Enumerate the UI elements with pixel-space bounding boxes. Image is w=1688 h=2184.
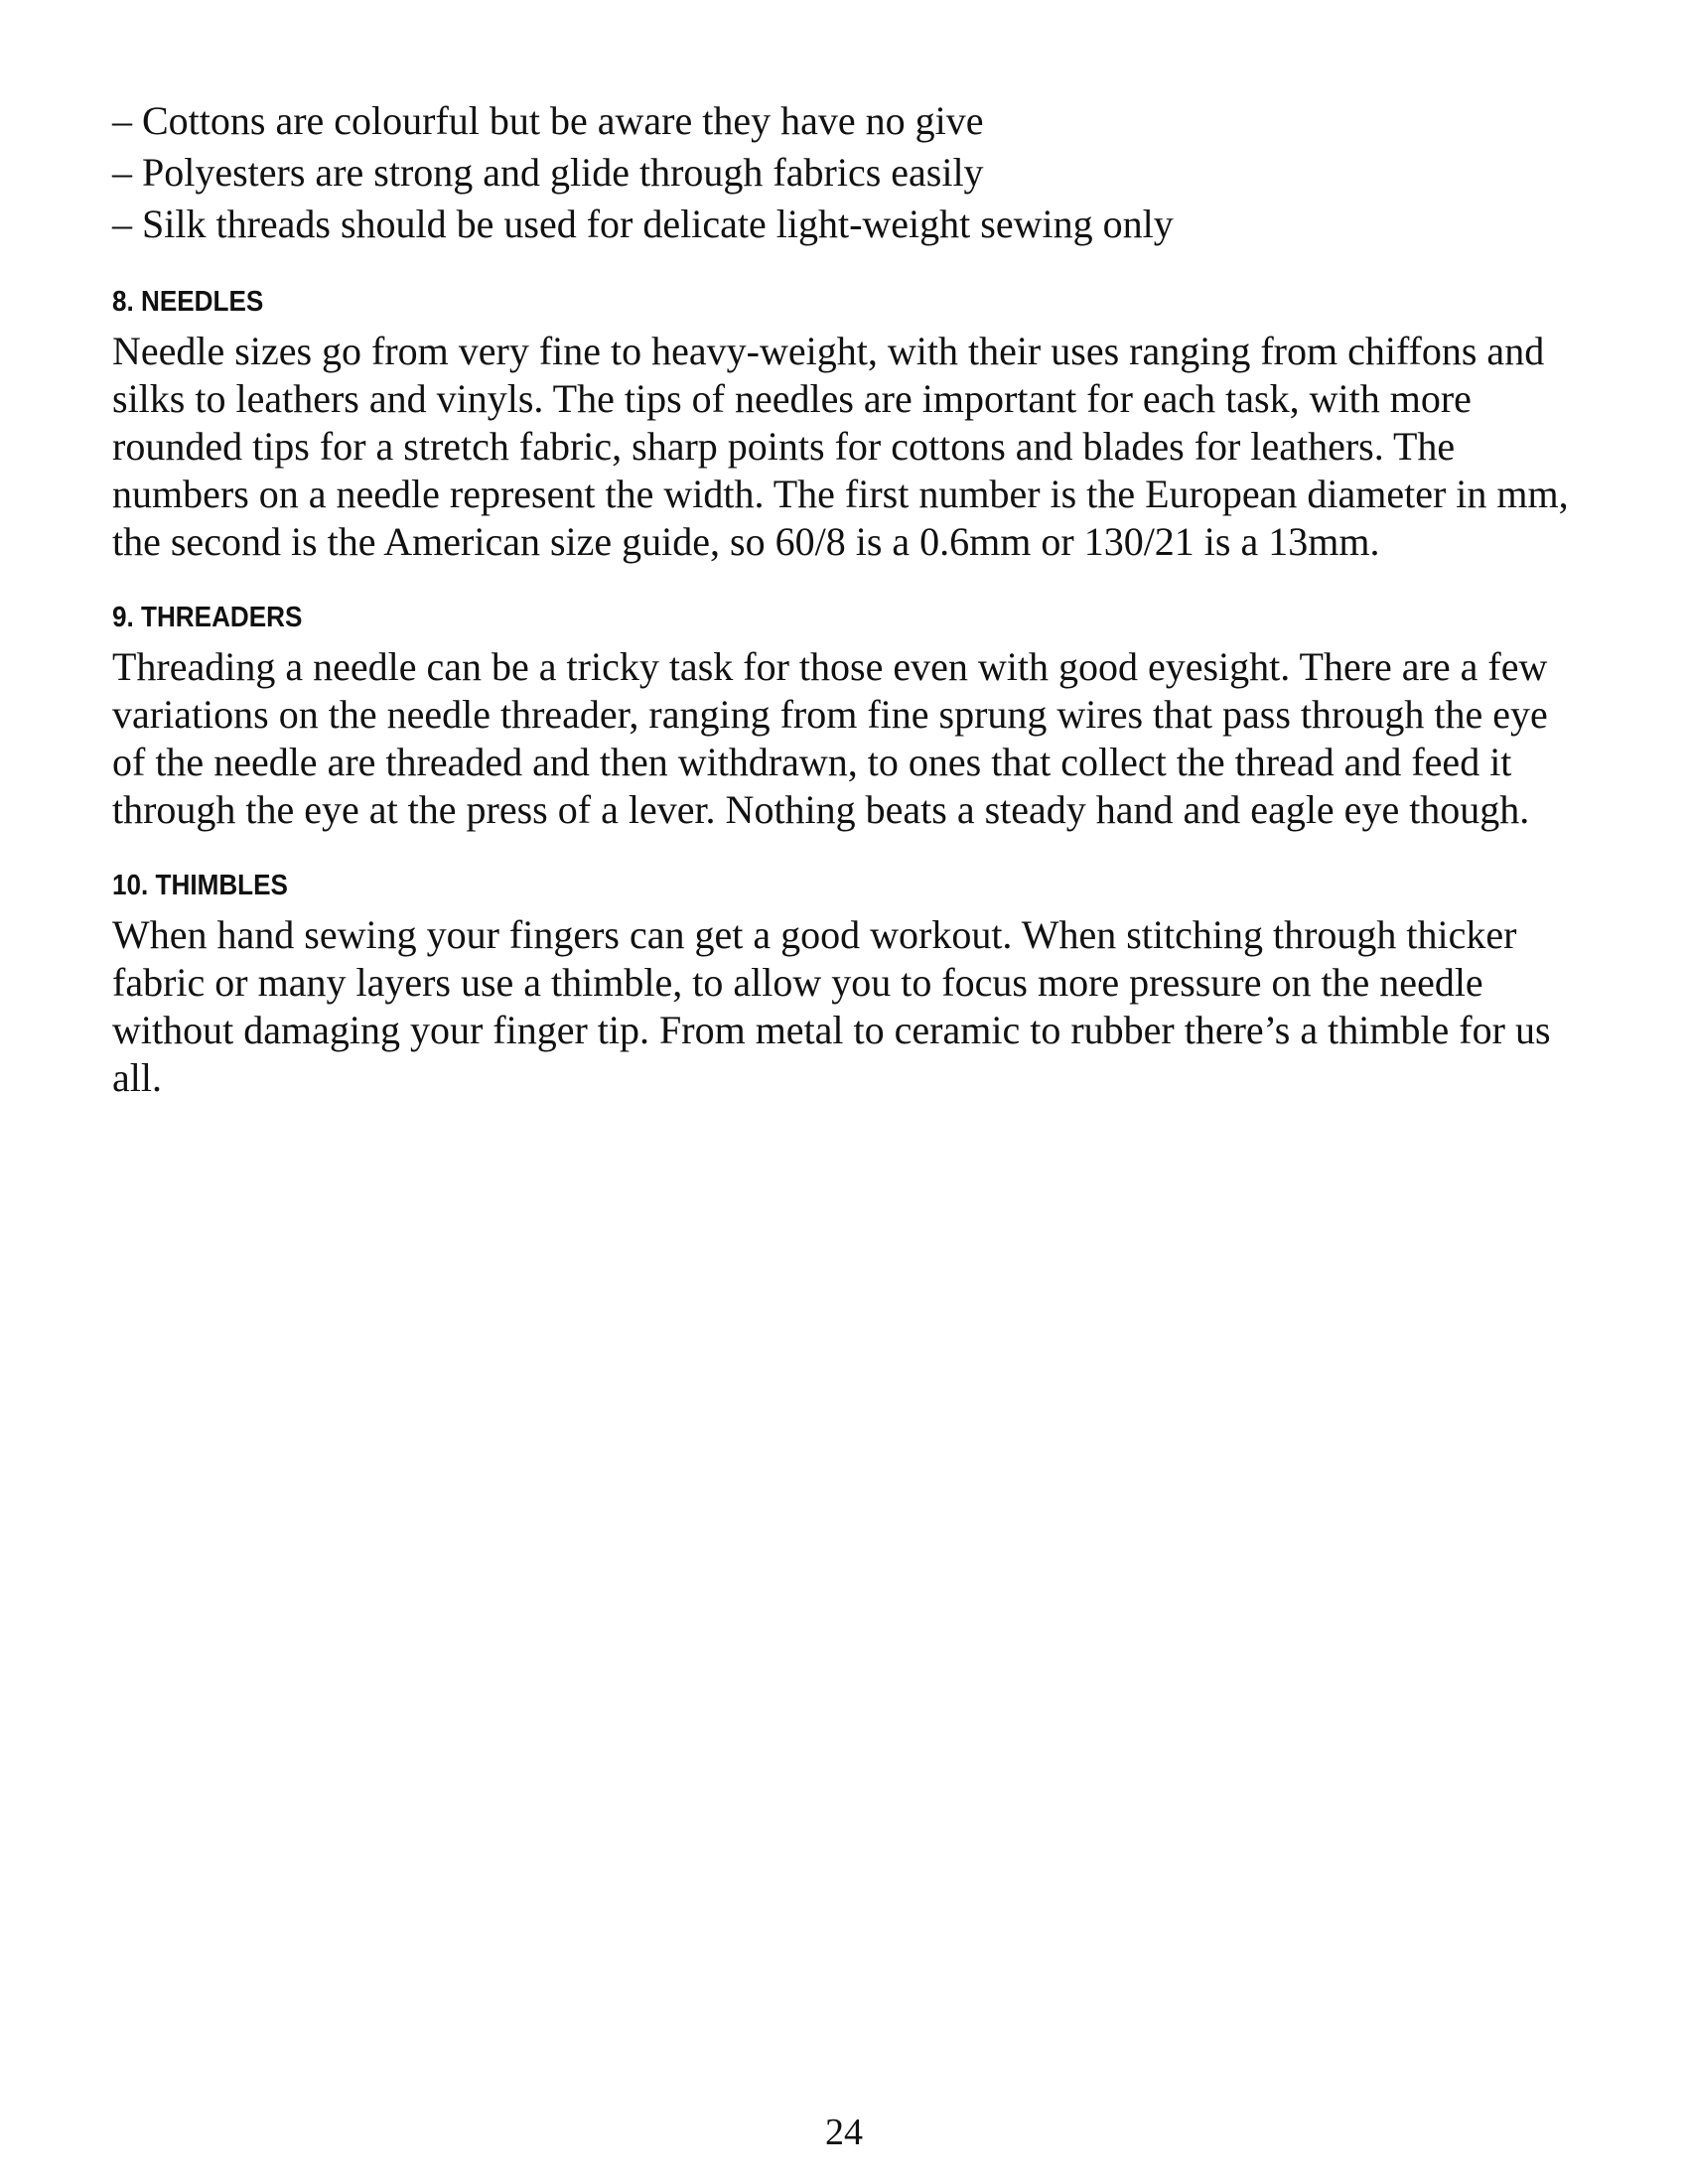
page-number: 24 (825, 2112, 863, 2153)
section-heading: 9. THREADERS (112, 602, 303, 633)
section-thimbles (112, 866, 1582, 1102)
section-needles (112, 282, 1582, 566)
section-threaders (112, 598, 1582, 834)
section-heading: 10. THIMBLES (112, 870, 288, 901)
list-item: – Silk threads should be used for delicate light-weight sewing only (112, 202, 1174, 246)
page-content (112, 95, 1582, 1102)
section-body: When hand sewing your fingers can get a good workout. When stitching through thicker fabric or many layers use a thimble, to allow you to focus more pressure on the needle without damaging your finger tip. From metal to ceramic to rubber there’s a thimble for us all. (112, 912, 1551, 1100)
section-body: Threading a needle can be a tricky task for those even with good eyesight. There are a few variations on the needle threader, ranging from fine sprung wires that pass through the eye of the needle are threaded and then withdrawn, to ones that collect the thread and feed it through the eye at the press of a lever. Nothing beats a steady hand and eagle eye though. (112, 644, 1548, 832)
thread-types-list (112, 95, 1582, 250)
list-item: – Cottons are colourful but be aware they have no give (112, 98, 984, 143)
list-item: – Polyesters are strong and glide through fabrics easily (112, 150, 984, 195)
section-heading: 8. NEEDLES (112, 286, 264, 318)
section-body: Needle sizes go from very fine to heavy-weight, with their uses ranging from chiffons and silks to leathers and vinyls. The tips of needles are important for each task, with more rounded tips for a stretch fabric, sharp points for cottons and blades for leathers. The numbers on a needle represent the width. The first number is the European diameter in mm, the second is the American size guide, so 60/8 is a 0.6mm or 130/21 is a 13mm. (112, 329, 1569, 564)
